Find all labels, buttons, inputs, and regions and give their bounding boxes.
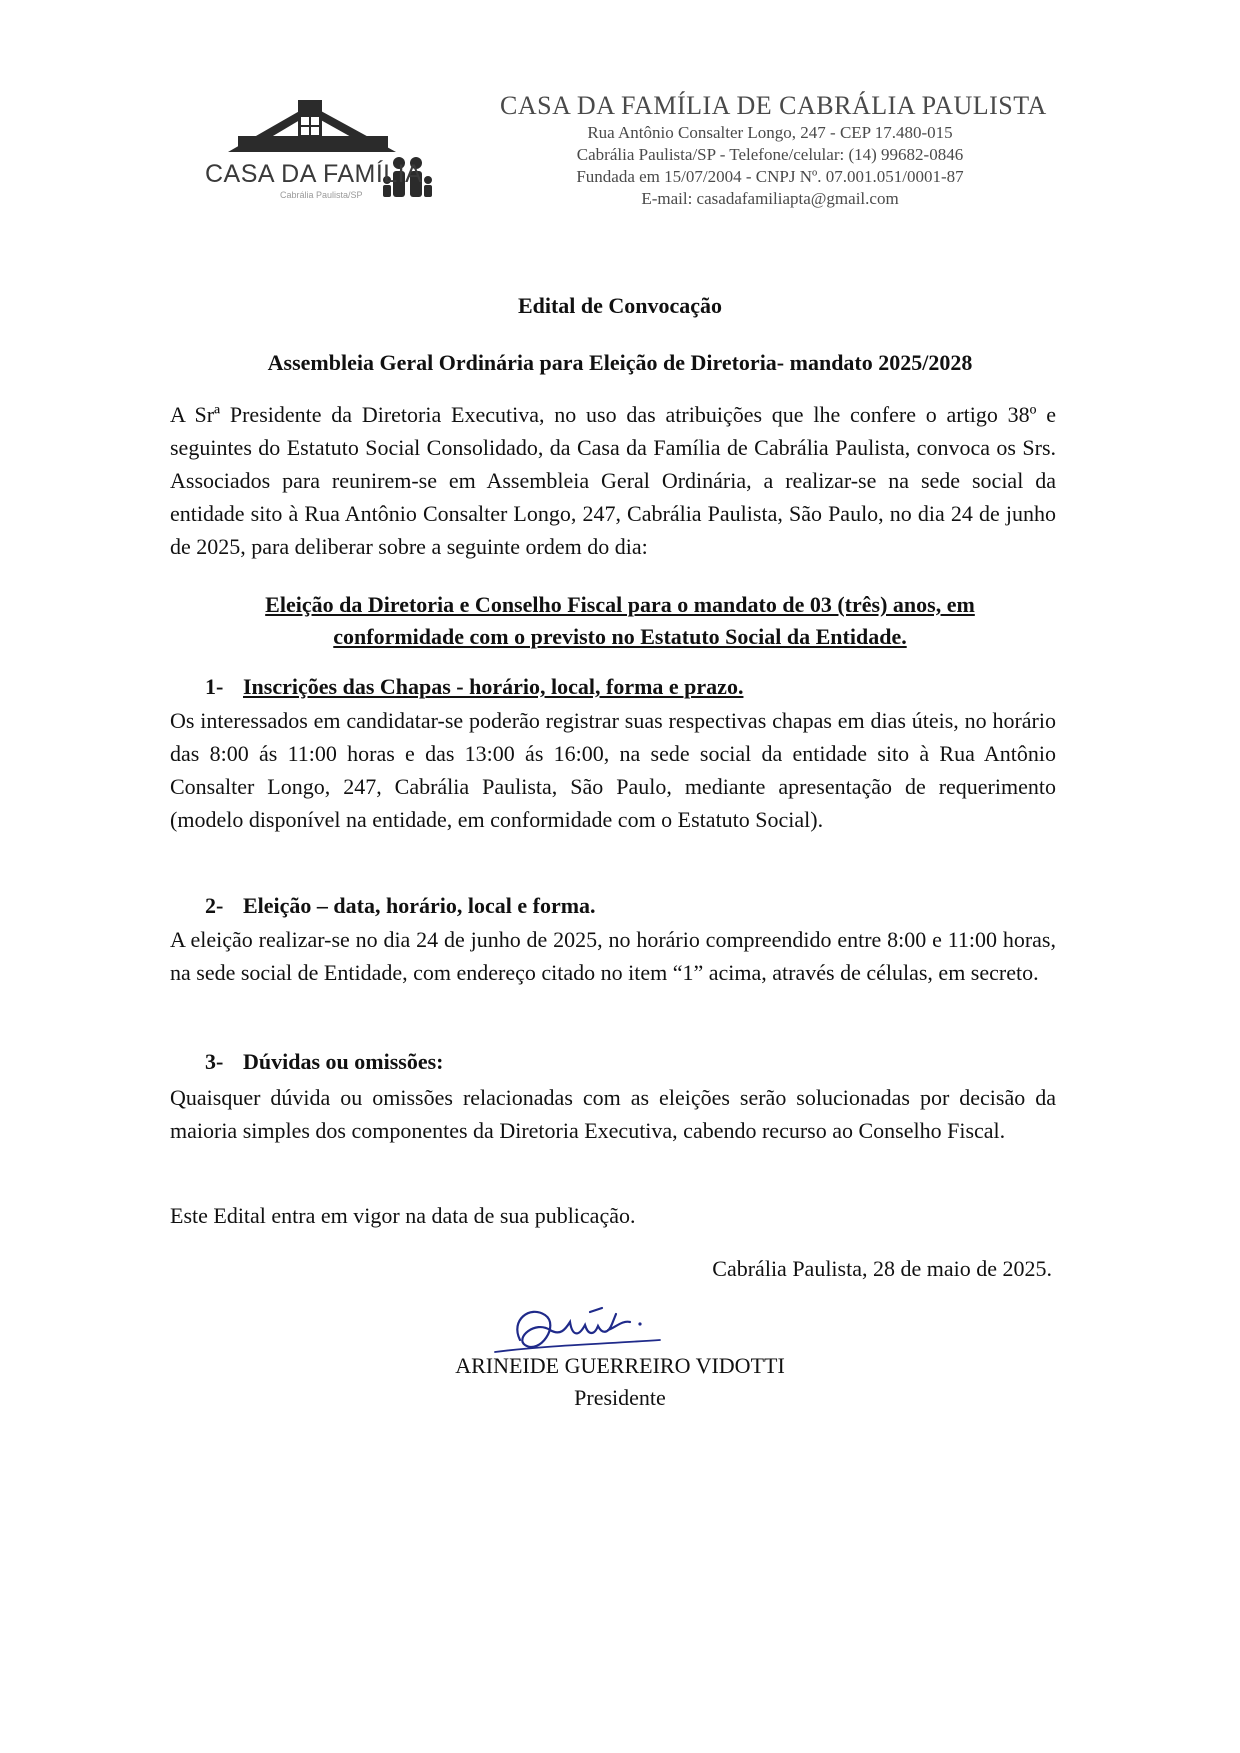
item-heading-text: Eleição – data, horário, local e forma.	[243, 893, 596, 918]
item-3-text: Quaisquer dúvida ou omissões relacionadas com as eleições serão solucionadas por decisão da maioria simples dos componentes da Diretoria Executiva, cabendo recurso ao Conselho Fiscal.	[170, 1085, 1056, 1143]
organization-name: CASA DA FAMÍLIA DE CABRÁLIA PAULISTA	[500, 91, 1047, 120]
item-number: 3-	[205, 1049, 224, 1074]
agenda-line-1: Eleição da Diretoria e Conselho Fiscal para o mandato de 03 (três) anos, em	[265, 592, 975, 617]
signer-role: Presidente	[574, 1385, 666, 1410]
organization-address: Rua Antônio Consalter Longo, 247 - CEP 17.480-015	[587, 123, 953, 142]
document-subtitle: Assembleia Geral Ordinária para Eleição de Diretoria- mandato 2025/2028	[267, 350, 973, 375]
item-heading-text: Inscrições das Chapas - horário, local, forma e prazo.	[243, 674, 744, 699]
document-title: Edital de Convocação	[517, 293, 723, 318]
agenda-line-2: conformidade com o previsto no Estatuto Social da Entidade.	[333, 624, 907, 649]
intro-paragraph: A Srª Presidente da Diretoria Executiva, no uso das atribuições que lhe confere o artigo 38º e seguintes do Estatuto Social Consolidado, da Casa da Família de Cabrália Paulista, convoca os Srs. Associados para reunirem-se em Assembleia Geral Ordinária, a realizar-se na sede social da entidade sito à Rua Antônio Consalter Longo, 247, Cabrália Paulista, São Paulo, no dia 24 de junho de 2025, para deliberar sobre a seguinte ordem do dia:	[170, 402, 1056, 559]
organization-phone: Cabrália Paulista/SP - Telefone/celular: (14) 99682-0846	[576, 145, 964, 164]
item-2-text: A eleição realizar-se no dia 24 de junho de 2025, no horário compreendido entre 8:00 e 11:00 horas, na sede social de Entidade, com endereço citado no item “1” acima, através de células, em secreto.	[170, 927, 1056, 985]
organization-email: E-mail: casadafamiliapta@gmail.com	[641, 189, 899, 208]
logo-subtext: Cabrália Paulista/SP	[280, 190, 363, 200]
item-3-heading	[205, 1049, 443, 1075]
item-2-heading	[205, 893, 596, 919]
place-date: Cabrália Paulista, 28 de maio de 2025.	[712, 1256, 1052, 1281]
item-heading-text: Dúvidas ou omissões:	[243, 1049, 444, 1074]
item-1-heading	[205, 674, 743, 700]
item-number: 2-	[205, 893, 224, 918]
item-number: 1-	[205, 674, 224, 699]
signer-name: ARINEIDE GUERREIRO VIDOTTI	[455, 1353, 785, 1378]
organization-logo	[198, 100, 478, 210]
organization-founded-cnpj: Fundada em 15/07/2004 - CNPJ Nº. 07.001.051/0001-87	[576, 167, 964, 186]
item-1-text: Os interessados em candidatar-se poderão registrar suas respectivas chapas em dias úteis, no horário das 8:00 ás 11:00 horas e das 13:00 ás 16:00, na sede social da entidade sito à Rua Antônio Consalter Longo, 247, Cabrália Paulista, São Paulo, mediante apresentação de requerimento (modelo disponível na entidade, em conformidade com o Estatuto Social).	[170, 708, 1056, 832]
closing-statement: Este Edital entra em vigor na data de sua publicação.	[170, 1203, 636, 1228]
logo-text: CASA DA FAMÍLIA	[205, 160, 423, 188]
letterhead	[500, 90, 1047, 210]
